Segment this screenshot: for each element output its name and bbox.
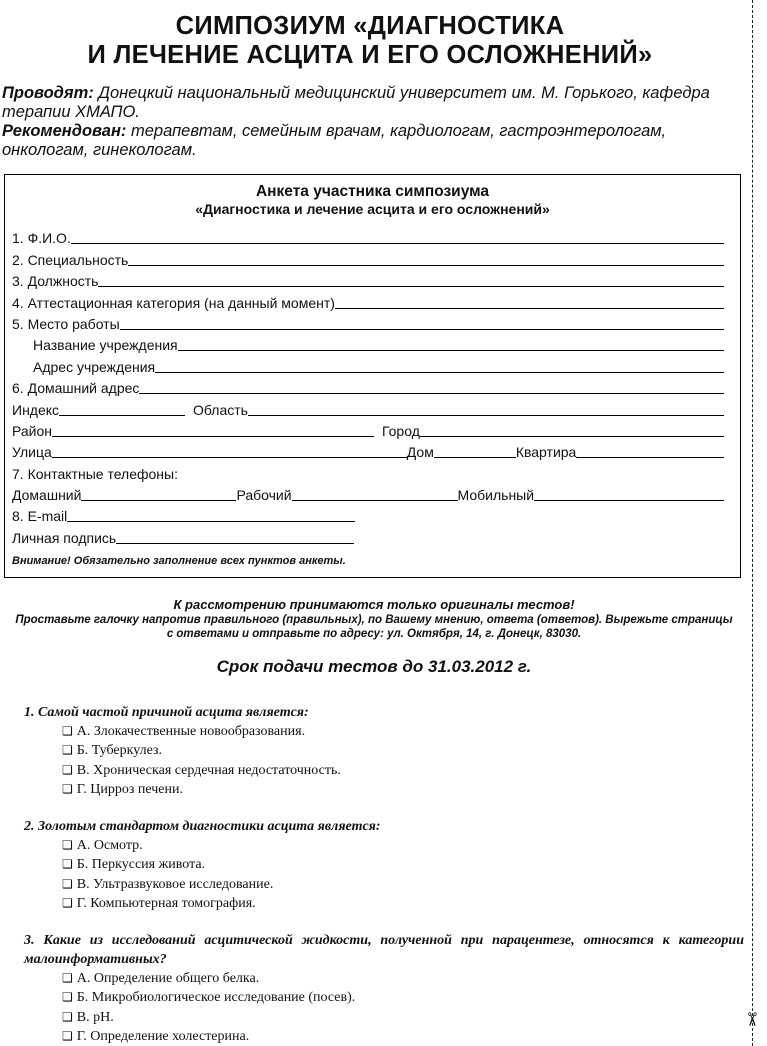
index-label: Индекс <box>12 401 60 418</box>
answer-option[interactable] <box>24 988 744 1007</box>
option-label: А. Злокачественные новообразования. <box>76 724 306 739</box>
house-label: Дом <box>406 444 434 461</box>
question-2 <box>24 817 744 913</box>
answer-option[interactable] <box>24 894 744 913</box>
institution-address-field[interactable] <box>155 357 724 373</box>
signature-label: Личная подпись <box>12 529 117 546</box>
option-label: А. Определение общего белка. <box>76 971 260 986</box>
category-field[interactable] <box>335 293 724 309</box>
checkbox-icon[interactable]: ❑ <box>62 857 73 872</box>
apartment-label: Квартира <box>515 444 577 461</box>
street-field[interactable] <box>52 442 407 458</box>
checkbox-icon[interactable]: ❑ <box>62 1028 73 1043</box>
recommended-label: Рекомендован: <box>2 122 127 140</box>
form-subtitle: «Диагностика и лечение асцита и его осложнений» <box>195 201 550 217</box>
option-label: В. Хроническая сердечная недостаточность. <box>76 762 341 778</box>
city-field[interactable] <box>420 421 724 437</box>
checkbox-icon[interactable]: ❑ <box>62 876 73 891</box>
home-phone-field[interactable] <box>81 485 236 501</box>
option-label: Б. Микробиологическое исследование (посев). <box>76 990 356 1006</box>
home-address-label: 6. Домашний адрес <box>12 380 140 397</box>
answer-option[interactable] <box>24 741 744 760</box>
notice <box>0 597 748 641</box>
checkbox-icon[interactable]: ❑ <box>62 781 73 796</box>
option-label: Г. Определение холестерина. <box>76 1028 250 1044</box>
district-label: Район <box>12 422 52 439</box>
signature-field[interactable] <box>116 528 354 544</box>
workplace-label: 5. Место работы <box>12 315 120 332</box>
phones-label: 7. Контактные телефоны: <box>12 465 178 482</box>
intro <box>2 84 740 160</box>
held-text: Донецкий национальный медицинский университет им. М. Горького, кафедра терапии ХМАПО. <box>2 84 710 121</box>
work-phone-label: Рабочий <box>236 487 292 504</box>
form-heading <box>5 183 740 218</box>
answer-option[interactable] <box>24 855 744 874</box>
street-label: Улица <box>12 444 52 461</box>
option-label: Б. Туберкулез. <box>76 743 163 759</box>
index-field[interactable] <box>59 400 185 416</box>
question-text: 3. Какие из исследований асцитической жидкости, полученной при парацентезе, относятся к категории малоинформативных? <box>24 933 744 967</box>
option-label: В. Ультразвуковое исследование. <box>76 876 274 892</box>
question-text: 2. Золотым стандартом диагностики асцита является: <box>24 819 381 834</box>
answer-option[interactable] <box>24 780 744 799</box>
position-label: 3. Должность <box>12 273 99 290</box>
answer-option[interactable] <box>24 1008 744 1027</box>
workplace-field[interactable] <box>120 314 724 330</box>
specialty-label: 2. Специальность <box>12 251 129 268</box>
mobile-phone-field[interactable] <box>534 485 724 501</box>
region-field[interactable] <box>248 400 724 416</box>
position-field[interactable] <box>98 271 724 287</box>
held-label: Проводят: <box>2 84 94 102</box>
answer-option[interactable] <box>24 836 744 855</box>
title-line-1: СИМПОЗИУМ «ДИАГНОСТИКА <box>175 12 565 40</box>
checkbox-icon[interactable]: ❑ <box>62 838 73 852</box>
participant-form <box>4 174 741 578</box>
form-fields <box>12 225 724 546</box>
question-3 <box>24 931 744 1046</box>
email-field[interactable] <box>67 506 355 522</box>
institution-address-label: Адрес учреждения <box>33 358 156 375</box>
answer-option[interactable] <box>24 761 744 780</box>
notice-line-2: Проставьте галочку напротив правильного (правильных), по Вашему мнению, ответа (ответов). Вырежьте страницы <box>15 614 733 626</box>
answer-option[interactable] <box>24 969 744 988</box>
checkbox-icon[interactable]: ❑ <box>62 895 73 910</box>
checkbox-icon[interactable]: ❑ <box>62 990 73 1005</box>
question-1 <box>24 703 744 799</box>
institution-name-field[interactable] <box>178 335 724 351</box>
option-label: А. Осмотр. <box>76 838 143 853</box>
deadline: Срок подачи тестов до 31.03.2012 г. <box>216 657 532 676</box>
option-label: В. рН. <box>76 1009 114 1025</box>
home-phone-label: Домашний <box>12 487 82 504</box>
region-label: Область <box>193 401 248 418</box>
home-address-field[interactable] <box>139 378 724 394</box>
answer-option[interactable] <box>24 875 744 894</box>
cut-line <box>752 0 753 1046</box>
option-label: Б. Перкуссия живота. <box>76 857 206 873</box>
title-line-2: И ЛЕЧЕНИЕ АСЦИТА И ЕГО ОСЛОЖНЕНИЙ» <box>87 41 653 69</box>
option-label: Г. Компьютерная томография. <box>76 895 256 911</box>
category-label: 4. Аттестационная категория (на данный момент) <box>12 294 335 311</box>
house-field[interactable] <box>434 442 516 458</box>
work-phone-field[interactable] <box>292 485 458 501</box>
district-field[interactable] <box>52 421 374 437</box>
answer-option[interactable] <box>24 722 744 741</box>
scissors-icon: ✂ <box>740 1011 762 1028</box>
checkbox-icon[interactable]: ❑ <box>62 724 73 738</box>
fio-field[interactable] <box>71 228 724 244</box>
form-title: Анкета участника симпозиума <box>255 183 490 200</box>
mobile-phone-label: Мобильный <box>457 487 535 504</box>
fio-label: 1. Ф.И.О. <box>12 230 71 247</box>
page-title <box>0 12 740 70</box>
recommended-text: терапевтам, семейным врачам, кардиологам, гастроэнтерологам, онкологам, гинекологам. <box>2 122 667 159</box>
city-label: Город <box>382 422 420 439</box>
form-note: Внимание! Обязательно заполнение всех пунктов анкеты. <box>12 555 346 567</box>
checkbox-icon[interactable]: ❑ <box>62 1009 73 1024</box>
question-text: 1. Самой частой причиной асцита является: <box>24 705 309 720</box>
email-label: 8. E-mail <box>12 508 68 525</box>
specialty-field[interactable] <box>128 250 724 266</box>
checkbox-icon[interactable]: ❑ <box>62 762 73 777</box>
option-label: Г. Цирроз печени. <box>76 781 184 797</box>
notice-line-3: с ответами и отправьте по адресу: ул. Октября, 14, г. Донецк, 83030. <box>166 628 582 640</box>
apartment-field[interactable] <box>576 442 724 458</box>
checkbox-icon[interactable]: ❑ <box>62 971 73 985</box>
notice-line-1: К рассмотрению принимаются только оригиналы тестов! <box>173 597 575 612</box>
checkbox-icon[interactable]: ❑ <box>62 743 73 758</box>
institution-name-label: Название учреждения <box>33 337 178 354</box>
answer-option[interactable] <box>24 1027 744 1046</box>
